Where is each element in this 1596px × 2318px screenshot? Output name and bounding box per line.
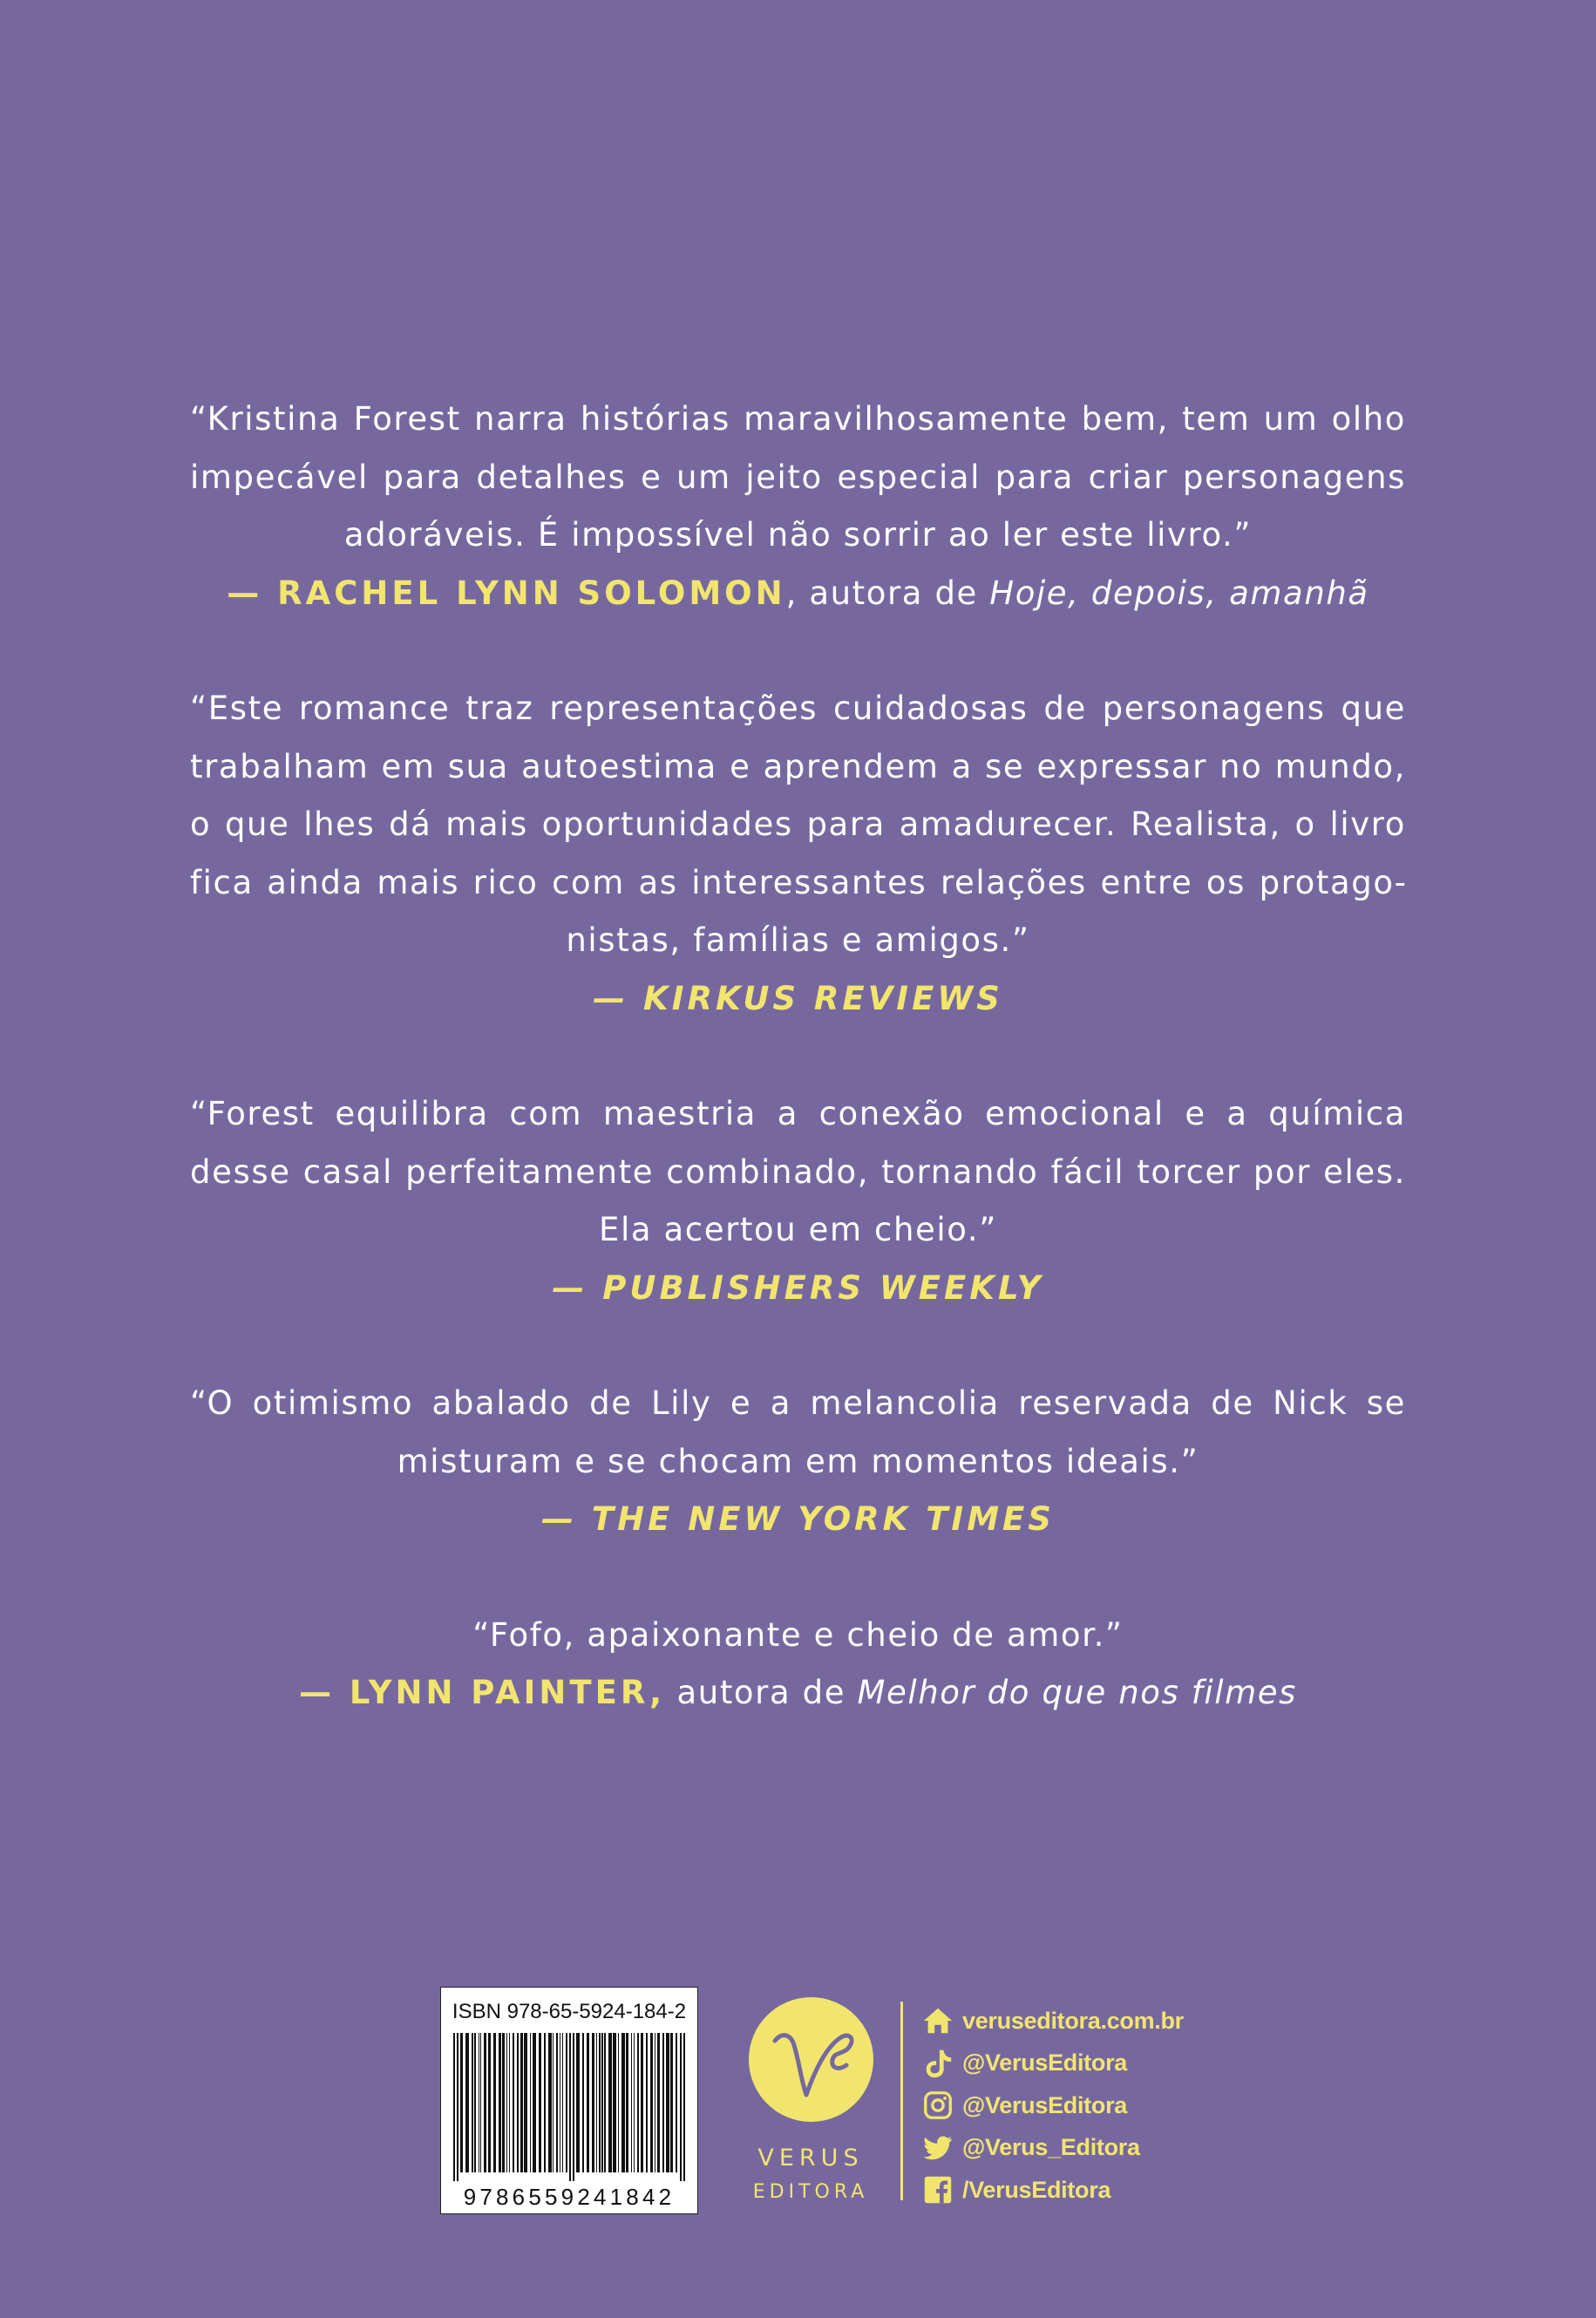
review-rachel-lynn-solomon: [190, 391, 1406, 622]
instagram-icon: [921, 2089, 954, 2122]
twitter-link[interactable]: [921, 2127, 1184, 2170]
review-new-york-times: [190, 1375, 1406, 1549]
isbn-digits: 9786559241842: [463, 2184, 676, 2210]
review-quote: “Fofo, apaixonante e cheio de amor.”: [472, 1615, 1124, 1654]
review-lynn-painter: [190, 1607, 1406, 1723]
reviewer-dash: —: [227, 574, 278, 612]
isbn-label: ISBN 978-65-5924-184-2: [452, 2000, 687, 2023]
reviewer-suffix: , autora de: [785, 574, 990, 612]
publisher-name: VERUS: [757, 2145, 864, 2172]
reviewer-name: — THE NEW YORK TIMES: [541, 1500, 1055, 1538]
reviews-section: [190, 391, 1406, 1723]
reviewer-book-title: Hoje, depois, amanhã: [989, 574, 1369, 612]
review-quote: “Este romance traz representações cuidadosas de personagens que trabalham em sua autoestima e aprendem a se expressar no mundo, o que lhes dá mais oportunidades para amadurecer. Realista, o livro fica ainda mais rico com as interessantes relações entre os protagonistas, famílias e amigos.”: [190, 690, 1406, 959]
review-quote: “O otimismo abalado de Lily e a melancolia reservada de Nick se misturam e se chocam em momentos ideais.”: [190, 1384, 1406, 1480]
review-attribution: [190, 565, 1406, 623]
twitter-text: @Verus_Editora: [962, 2134, 1140, 2161]
facebook-text: /VerusEditora: [962, 2176, 1111, 2203]
reviewer-name: RACHEL LYNN SOLOMON: [277, 574, 786, 612]
review-attribution: [190, 1664, 1406, 1723]
isbn-barcode: [440, 1987, 698, 2214]
reviewer-dash: —: [298, 1674, 350, 1711]
reviewer-suffix: autora de: [665, 1674, 858, 1711]
publisher-logo: [749, 1997, 873, 2122]
reviewer-name: LYNN PAINTER,: [349, 1674, 666, 1711]
twitter-icon: [921, 2131, 954, 2165]
reviewer-name: — PUBLISHERS WEEKLY: [552, 1268, 1044, 1307]
review-publishers-weekly: [190, 1085, 1406, 1317]
publisher-logo-letter: [749, 1997, 873, 2122]
review-quote: “Kristina Forest narra histórias maravilhosamente bem, tem um olho impecável para detalhes e um jeito especial para criar personagens adoráveis. É impossível não sorrir ao ler este livro.”: [190, 400, 1406, 554]
review-quote: “Forest equilibra com maestria a conexão emocional e a química desse casal perfeitamente combinado, tornando fácil torcer por eles. Ela acertou em cheio.”: [190, 1095, 1406, 1248]
facebook-link[interactable]: [921, 2169, 1184, 2212]
instagram-text: @VerusEditora: [962, 2091, 1127, 2118]
website-text: veruseditora.com.br: [962, 2007, 1184, 2034]
reviewer-book-title: Melhor do que nos filmes: [857, 1674, 1298, 1711]
reviewer-name: — KIRKUS REVIEWS: [593, 979, 1003, 1017]
tiktok-text: @VerusEditora: [962, 2049, 1127, 2077]
home-icon: [921, 2004, 954, 2037]
facebook-icon: [921, 2173, 954, 2206]
divider: [900, 2002, 903, 2200]
review-attribution: [190, 970, 1406, 1029]
review-attribution: [190, 1491, 1406, 1549]
review-attribution: [190, 1260, 1406, 1318]
publisher-subname: EDITORA: [752, 2181, 869, 2203]
website-link[interactable]: [921, 2000, 1184, 2043]
tiktok-link[interactable]: [921, 2043, 1184, 2085]
social-links: [921, 2000, 1184, 2212]
instagram-link[interactable]: [921, 2084, 1184, 2127]
tiktok-icon: [921, 2047, 954, 2080]
barcode-bars: [452, 2033, 689, 2181]
review-kirkus: [190, 680, 1406, 1028]
